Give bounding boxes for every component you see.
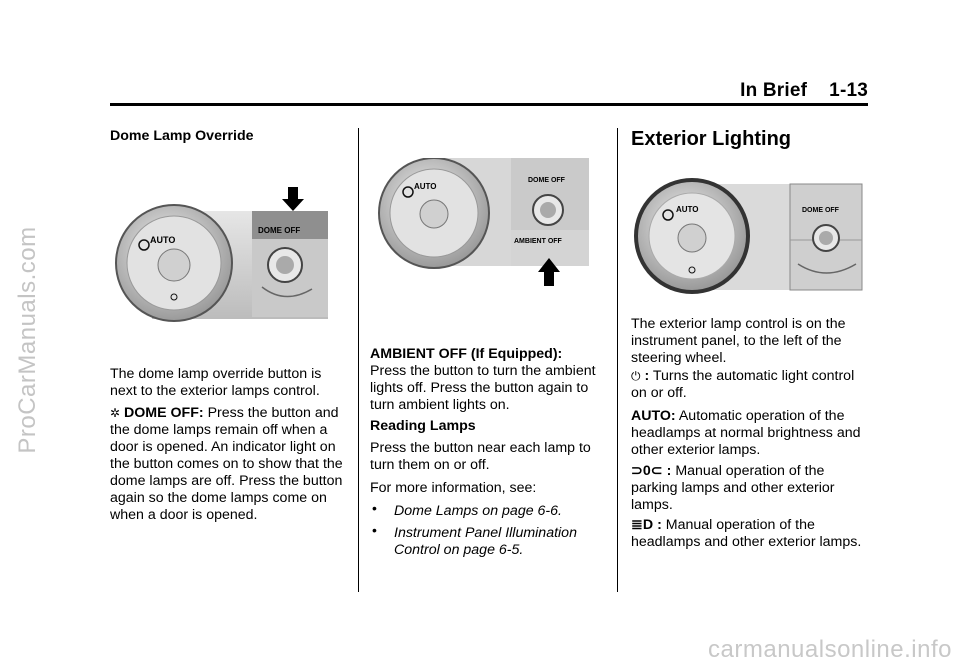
dome-lamp-control-figure [112,185,330,325]
panel-auto-label: AUTO [676,205,699,214]
auto-paragraph [631,408,867,459]
reading-lamps-text: Press the button near each lamp to turn them on or off. [370,440,591,473]
ambient-control-figure [376,158,591,288]
panel-auto-label: AUTO [414,182,437,191]
dome-off-label: DOME OFF: [124,405,204,421]
exterior-lamp-control-figure [630,178,866,296]
page-header [740,80,868,102]
power-icon: ⏻ [631,369,641,383]
parking-lamps-text: Manual operation of the parking lamps and other exterior lamps. [631,463,835,513]
link-dome-lamps[interactable]: Dome Lamps on page 6-6. [394,503,562,519]
column-divider [617,128,618,592]
bullet-icon: • [372,500,377,516]
more-info-text: For more information, see: [370,480,537,496]
headlamps-paragraph: ≣D : Manual operation of the headlamps and other exterior lamps. [631,517,862,550]
section-heading: Dome Lamp Override [110,128,254,144]
bottom-watermark: carmanualsonline.info [708,636,952,663]
exterior-lighting-title: Exterior Lighting [631,128,791,150]
exterior-intro: The exterior lamp control is on the instrument panel, to the left of the steering wheel. [631,316,846,366]
ambient-off-paragraph [370,346,608,414]
auto-text: Automatic operation of the headlamps at normal brightness and other exterior lamps. [631,408,861,458]
ambient-off-text: Press the button to turn the ambient lights off. Press the button again to turn ambient lights on. [370,363,596,413]
panel-dome-off-label: DOME OFF [802,207,839,214]
dome-off-paragraph [110,405,348,524]
reading-lamps-heading: Reading Lamps [370,418,476,434]
link-instrument-panel[interactable]: Instrument Panel Illumination Control on page 6-5. [394,525,577,558]
headlamp-icon: ≣D [631,517,654,533]
parking-lamps-paragraph: ⊃0⊂ : Manual operation of the parking lamps and other exterior lamps. [631,463,835,513]
headlamps-text: Manual operation of the headlamps and other exterior lamps. [631,517,862,550]
panel-dome-off-label: DOME OFF [528,177,565,184]
header-rule [110,103,868,106]
dome-lamp-icon: ✲ [110,406,121,420]
column-divider [358,128,359,592]
section-title: In Brief [740,80,808,101]
panel-auto-label: AUTO [150,235,176,245]
parking-lamps-icon: ⊃0⊂ [631,463,663,479]
dome-lamp-intro: The dome lamp override button is next to the exterior lamps control. [110,366,322,399]
arrow-down-icon [282,187,304,211]
panel-ambient-off-label: AMBIENT OFF [514,238,562,245]
ambient-off-label: AMBIENT OFF (If Equipped): [370,346,563,362]
bullet-icon: • [372,522,377,538]
auto-label: AUTO: [631,408,676,424]
panel-dome-off-label: DOME OFF [258,226,301,235]
power-paragraph: ⏻ : Turns the automatic light control on or off. [631,368,855,401]
power-text: Turns the automatic light control on or off. [631,368,855,401]
page-number: 1-13 [829,80,868,101]
dome-off-text: Press the button and the dome lamps remain off when a door is opened. An indicator light on the button comes on to show that the dome lamps are off. Press the button again so the dome lamps come on when a door is opened. [110,405,343,523]
side-watermark: ProCarManuals.com [14,226,41,454]
